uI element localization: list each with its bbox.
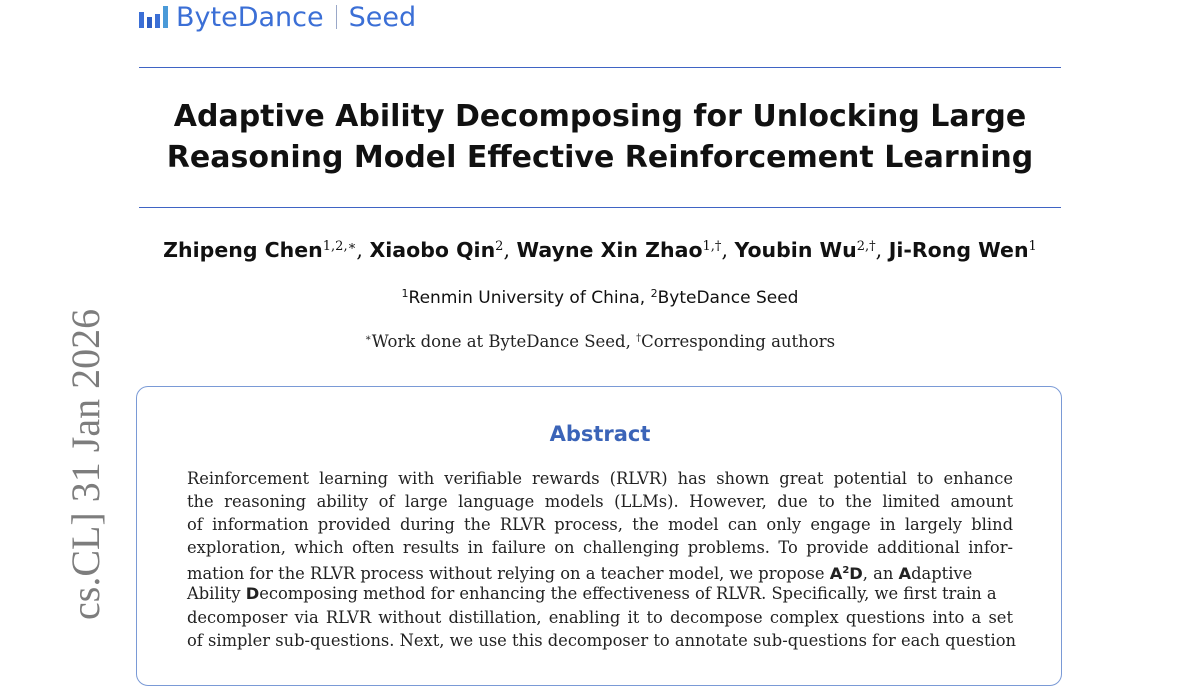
author-name: Ji-Rong Wen bbox=[888, 238, 1029, 262]
method-acronym-letter: D bbox=[245, 584, 260, 604]
note-text: Corresponding authors bbox=[641, 332, 836, 351]
affiliation-name: ByteDance Seed bbox=[657, 288, 799, 308]
author-marks: 1 bbox=[1028, 239, 1037, 254]
title-top-rule bbox=[139, 67, 1061, 68]
author-marks: 1,2,∗ bbox=[322, 239, 357, 254]
abstract-line: exploration, which often results in failure on challenging problems. To provide additional infor- bbox=[187, 538, 1013, 558]
brand-company: ByteDance bbox=[176, 1, 324, 33]
abstract-line: mation for the RLVR process without relying on a teacher model, we propose $A^2D$, an Adaptive bbox=[187, 564, 973, 584]
author-name: Zhipeng Chen bbox=[163, 238, 323, 262]
affiliation-mark: 2 bbox=[650, 287, 658, 300]
author-marks: 2 bbox=[495, 239, 504, 254]
abstract-line: the reasoning ability of large language models (LLMs). However, due to the limited amount bbox=[187, 492, 1013, 512]
abstract-line: of information provided during the RLVR process, the model can only engage in largely blind bbox=[187, 515, 1013, 535]
author-name: Youbin Wu bbox=[734, 238, 857, 262]
note-mark: ∗ bbox=[364, 333, 372, 344]
author-name: Wayne Xin Zhao bbox=[516, 238, 703, 262]
bars-logo-icon bbox=[138, 4, 168, 30]
abstract-line: Reinforcement learning with verifiable rewards (RLVR) has shown great potential to enhance bbox=[187, 469, 1013, 488]
abstract-body bbox=[187, 467, 1017, 652]
abstract-line-text: mation for the RLVR process without relying on a teacher model, we propose bbox=[187, 564, 825, 584]
author-marks: 2,† bbox=[856, 239, 876, 254]
title-line-2: Reasoning Model Effective Reinforcement Learning bbox=[166, 140, 1034, 175]
method-acronym-letter: A bbox=[898, 564, 912, 584]
abstract-line: of simpler sub-questions. Next, we use this decomposer to annotate sub-questions for each question bbox=[187, 630, 1017, 650]
brand-product: Seed bbox=[348, 1, 417, 33]
abstract-line: Ability Decomposing method for enhancing the effectiveness of RLVR. Specifically, we first train a bbox=[187, 584, 997, 604]
abstract-line: decomposer via RLVR without distillation, enabling it to decompose complex questions into a set bbox=[187, 607, 1013, 627]
brand-separator bbox=[336, 5, 337, 29]
title-bottom-rule bbox=[139, 207, 1061, 208]
author-name: Xiaobo Qin bbox=[369, 238, 496, 262]
brand-logo bbox=[138, 1, 416, 33]
title-line-1: Adaptive Ability Decomposing for Unlocking Large bbox=[173, 99, 1027, 134]
arxiv-stamp-text: cs.CL] 31 Jan 2026 bbox=[63, 308, 108, 620]
note-text: Work done at ByteDance Seed bbox=[371, 332, 626, 351]
method-acronym-letter: Ability bbox=[187, 584, 241, 604]
author-notes: ∗Work done at ByteDance Seed, †Corresponding authors bbox=[364, 332, 836, 351]
note-mark: † bbox=[636, 333, 642, 344]
affiliation-name: Renmin University of China bbox=[408, 288, 640, 308]
author-marks: 1,† bbox=[702, 239, 722, 254]
paper-title bbox=[0, 96, 1200, 178]
abstract-heading: Abstract bbox=[549, 422, 651, 446]
affiliation-mark: 1 bbox=[401, 287, 409, 300]
method-name: $A^2D$ bbox=[829, 564, 863, 584]
arxiv-stamp bbox=[22, 0, 108, 648]
affiliations: $^1$Renmin University of China, $^2$ByteDance Seed bbox=[401, 287, 799, 308]
author-list: Zhipeng Chen$^{1,2,∗}$, Xiaobo Qin$^2$, Wayne Xin Zhao$^{1,\dagger}$, Youbin $Wu^{2,\dagger}$, Ji-Rong Wen$^1$ bbox=[163, 238, 1037, 262]
